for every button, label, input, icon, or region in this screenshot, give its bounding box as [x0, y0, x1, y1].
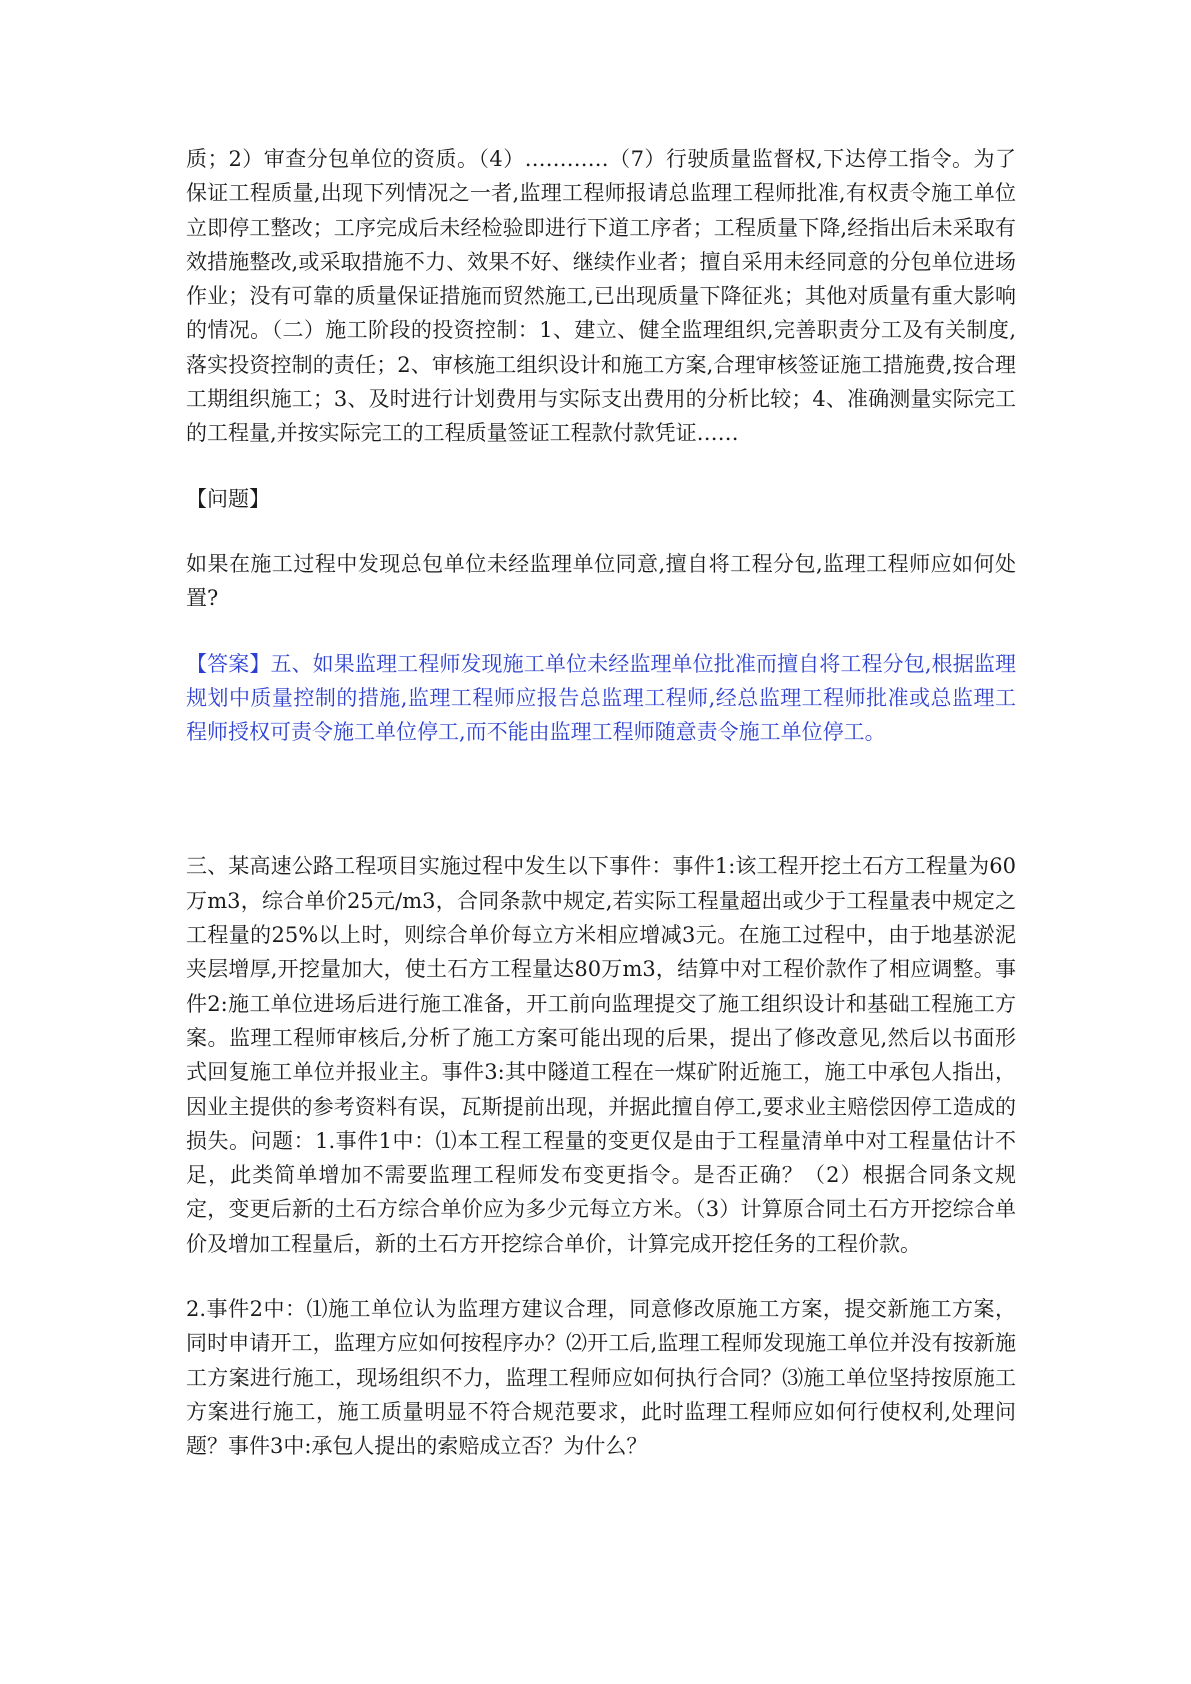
document-page — [186, 142, 1016, 1464]
case3-paragraph-1: 三、某高速公路工程项目实施过程中发生以下事件：事件1:该工程开挖土石方工程量为60万m3，综合单价25元/m3，合同条款中规定,若实际工程量超出或少于工程量表中规定之工程量的25%以上时，则综合单价每立方米相应增减3元。在施工过程中，由于地基淤泥夹层增厚,开挖量加大，使土石方工程量达80万m3，结算中对工程价款作了相应调整。事件2:施工单位进场后进行施工准备，开工前向监理提交了施工组织设计和基础工程施工方案。监理工程师审核后,分析了施工方案可能出现的后果，提出了修改意见,然后以书面形式回复施工单位并报业主。事件3:其中隧道工程在一煤矿附近施工，施工中承包人指出，因业主提供的参考资料有误，瓦斯提前出现，并据此擅自停工,要求业主赔偿因停工造成的损失。问题：1.事件1中：⑴本工程工程量的变更仅是由于工程量清单中对工程量估计不足，此类简单增加不需要监理工程师发布变更指令。是否正确？（2）根据合同条文规定，变更后新的土石方综合单价应为多少元每立方米。（3）计算原合同土石方开挖综合单价及增加工程量后，新的土石方开挖综合单价，计算完成开挖任务的工程价款。 — [186, 854, 1016, 1256]
intro-paragraph: 质；2）审查分包单位的资质。（4）…………（7）行驶质量监督权,下达停工指令。为了保证工程质量,出现下列情况之一者,监理工程师报请总监理工程师批准,有权责令施工单位立即停工整改；工序完成后未经检验即进行下道工序者；工程质量下降,经指出后未采取有效措施整改,或采取措施不力、效果不好、继续作业者；擅自采用未经同意的分包单位进场作业；没有可靠的质量保证措施而贸然施工,已出现质量下降征兆；其他对质量有重大影响的情况。（二）施工阶段的投资控制：1、建立、健全监理组织,完善职责分工及有关制度,落实投资控制的责任；2、审核施工组织设计和施工方案,合理审核签证施工措施费,按合理工期组织施工；3、及时进行计划费用与实际支出费用的分析比较；4、准确测量实际完工的工程量,并按实际完工的工程质量签证工程款付款凭证…… — [186, 147, 1016, 446]
question-heading: 【问题】 — [186, 486, 270, 511]
case3-paragraph-2: 2.事件2中：⑴施工单位认为监理方建议合理，同意修改原施工方案，提交新施工方案，同时申请开工，监理方应如何按程序办？⑵开工后,监理工程师发现施工单位并没有按新施工方案进行施工，现场组织不力，监理工程师应如何执行合同？⑶施工单位坚持按原施工方案进行施工，施工质量明显不符合规范要求，此时监理工程师应如何行使权利,处理问题？事件3中:承包人提出的索赔成立否？为什么？ — [186, 1297, 1016, 1459]
question-text: 如果在施工过程中发现总包单位未经监理单位同意,擅自将工程分包,监理工程师应如何处置? — [186, 551, 1016, 611]
answer-text: 【答案】五、如果监理工程师发现施工单位未经监理单位批准而擅自将工程分包,根据监理规划中质量控制的措施,监理工程师应报告总监理工程师,经总监理工程师批准或总监理工程师授权可责令施工单位停工,而不能由监理工程师随意责令施工单位停工。 — [186, 651, 1016, 745]
